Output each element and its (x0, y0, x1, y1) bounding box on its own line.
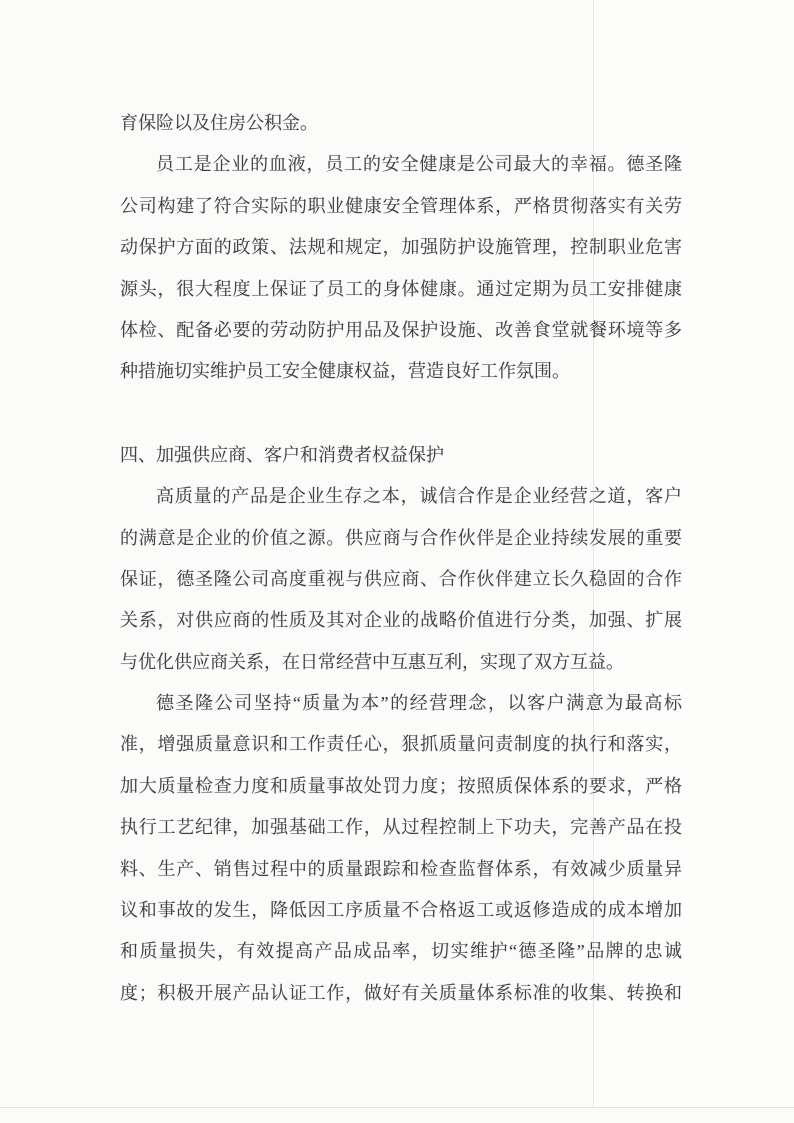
text-line: 员工是企业的血液，员工的安全健康是公司最大的幸福。德圣隆 (156, 154, 682, 175)
paragraph-quality (120, 683, 682, 1014)
text-line: 动保护方面的政策、法规和规定，加强防护设施管理，控制职业危害 (120, 237, 682, 258)
section-heading: 四、加强供应商、客户和消费者权益保护 (120, 444, 444, 465)
text-line: 保证，德圣隆公司高度重视与供应商、合作伙伴建立长久稳固的合作 (120, 568, 682, 589)
paragraph-employee-health (120, 144, 682, 392)
text-line: 执行工艺纪律，加强基础工作，从过程控制上下功夫，完善产品在投 (120, 817, 682, 838)
text-line: 高质量的产品是企业生存之本，诚信合作是企业经营之道，客户 (156, 486, 682, 507)
text-line: 关系，对供应商的性质及其对企业的战略价值进行分类，加强、扩展 (120, 610, 682, 631)
paragraph-continuation (120, 103, 682, 144)
text-line: 度；积极开展产品认证工作，做好有关质量体系标准的收集、转换和 (120, 982, 682, 1003)
document-body (120, 103, 682, 1014)
text-line: 种措施切实维护员工安全健康权益，营造良好工作氛围。 (120, 361, 570, 382)
text-line: 料、生产、销售过程中的质量跟踪和检查监督体系，有效减少质量异 (120, 858, 682, 879)
paragraph-supplier-customer (120, 476, 682, 683)
text-line: 和质量损失，有效提高产品成品率，切实维护“德圣隆”品牌的忠诚 (120, 941, 682, 962)
text-line: 公司构建了符合实际的职业健康安全管理体系，严格贯彻落实有关劳 (120, 195, 682, 216)
text-line: 育保险以及住房公积金。 (120, 113, 318, 133)
text-line: 德圣隆公司坚持“质量为本”的经营理念，以客户满意为最高标 (156, 693, 682, 714)
text-line: 加大质量检查力度和质量事故处罚力度；按照质保体系的要求，严格 (120, 775, 682, 796)
text-line: 与优化供应商关系，在日常经营中互惠互利，实现了双方互益。 (120, 651, 624, 672)
text-line: 源头，很大程度上保证了员工的身体健康。通过定期为员工安排健康 (120, 278, 682, 299)
text-line: 的满意是企业的价值之源。供应商与合作伙伴是企业持续发展的重要 (120, 527, 682, 548)
text-line: 议和事故的发生，降低因工序质量不合格返工或返修造成的成本增加 (120, 900, 682, 921)
text-line: 准，增强质量意识和工作责任心，狠抓质量问责制度的执行和落实， (120, 734, 682, 755)
text-line: 体检、配备必要的劳动防护用品及保护设施、改善食堂就餐环境等多 (120, 319, 682, 340)
scan-artifact-horizontal-line (0, 1107, 794, 1108)
